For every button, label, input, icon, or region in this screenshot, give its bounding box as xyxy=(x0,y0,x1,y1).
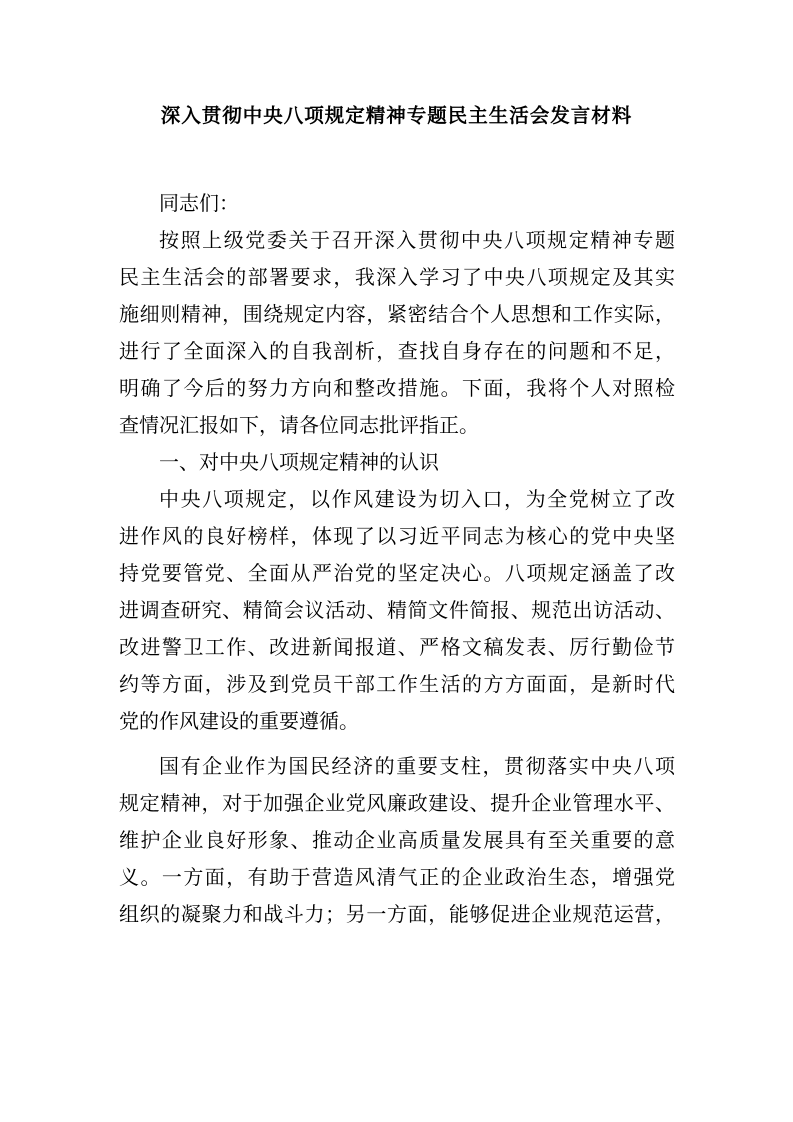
document-body xyxy=(119,185,675,933)
salutation: 同志们： xyxy=(159,191,239,215)
paragraph-line: 按照上级党委关于召开深入贯彻中央八项规定精神专题 xyxy=(159,228,675,252)
paragraph-line: 维护企业良好形象、推动企业高质量发展具有至关重要的意 xyxy=(119,828,675,852)
paragraph-line: 党的作风建设的重要遵循。 xyxy=(119,709,359,733)
section-heading: 一、对中央八项规定精神的认识 xyxy=(159,450,439,474)
paragraph-line: 改进警卫工作、改进新闻报道、严格文稿发表、厉行勤俭节 xyxy=(119,635,675,659)
intro-paragraph xyxy=(119,222,675,444)
paragraph-line: 国有企业作为国民经济的重要支柱，贯彻落实中央八项 xyxy=(159,754,675,778)
paragraph-line: 中央八项规定，以作风建设为切入口，为全党树立了改 xyxy=(159,487,675,511)
document-title: 深入贯彻中央八项规定精神专题民主生活会发言材料 xyxy=(160,104,633,127)
paragraph-line: 施细则精神，围绕规定内容，紧密结合个人思想和工作实际， xyxy=(119,302,675,326)
paragraph-line: 组织的凝聚力和战斗力；另一方面，能够促进企业规范运营， xyxy=(119,902,675,926)
paragraph-line: 进作风的良好榜样，体现了以习近平同志为核心的党中央坚 xyxy=(119,524,675,548)
paragraph-line: 持党要管党、全面从严治党的坚定决心。八项规定涵盖了改 xyxy=(119,561,675,585)
paragraph-line: 进行了全面深入的自我剖析，查找自身存在的问题和不足， xyxy=(119,339,675,363)
paragraph-line: 明确了今后的努力方向和整改措施。下面，我将个人对照检 xyxy=(119,376,675,400)
paragraph-line: 民主生活会的部署要求，我深入学习了中央八项规定及其实 xyxy=(119,265,675,289)
paragraph-line: 查情况汇报如下，请各位同志批评指正。 xyxy=(119,413,479,437)
section-paragraph-1 xyxy=(119,481,675,740)
paragraph-line: 进调查研究、精简会议活动、精简文件简报、规范出访活动、 xyxy=(119,598,675,622)
paragraph-line: 义。一方面，有助于营造风清气正的企业政治生态，增强党 xyxy=(119,865,675,889)
section-paragraph-2 xyxy=(119,748,675,933)
paragraph-line: 规定精神，对于加强企业党风廉政建设、提升企业管理水平、 xyxy=(119,791,675,815)
paragraph-line: 约等方面，涉及到党员干部工作生活的方方面面，是新时代 xyxy=(119,672,675,696)
